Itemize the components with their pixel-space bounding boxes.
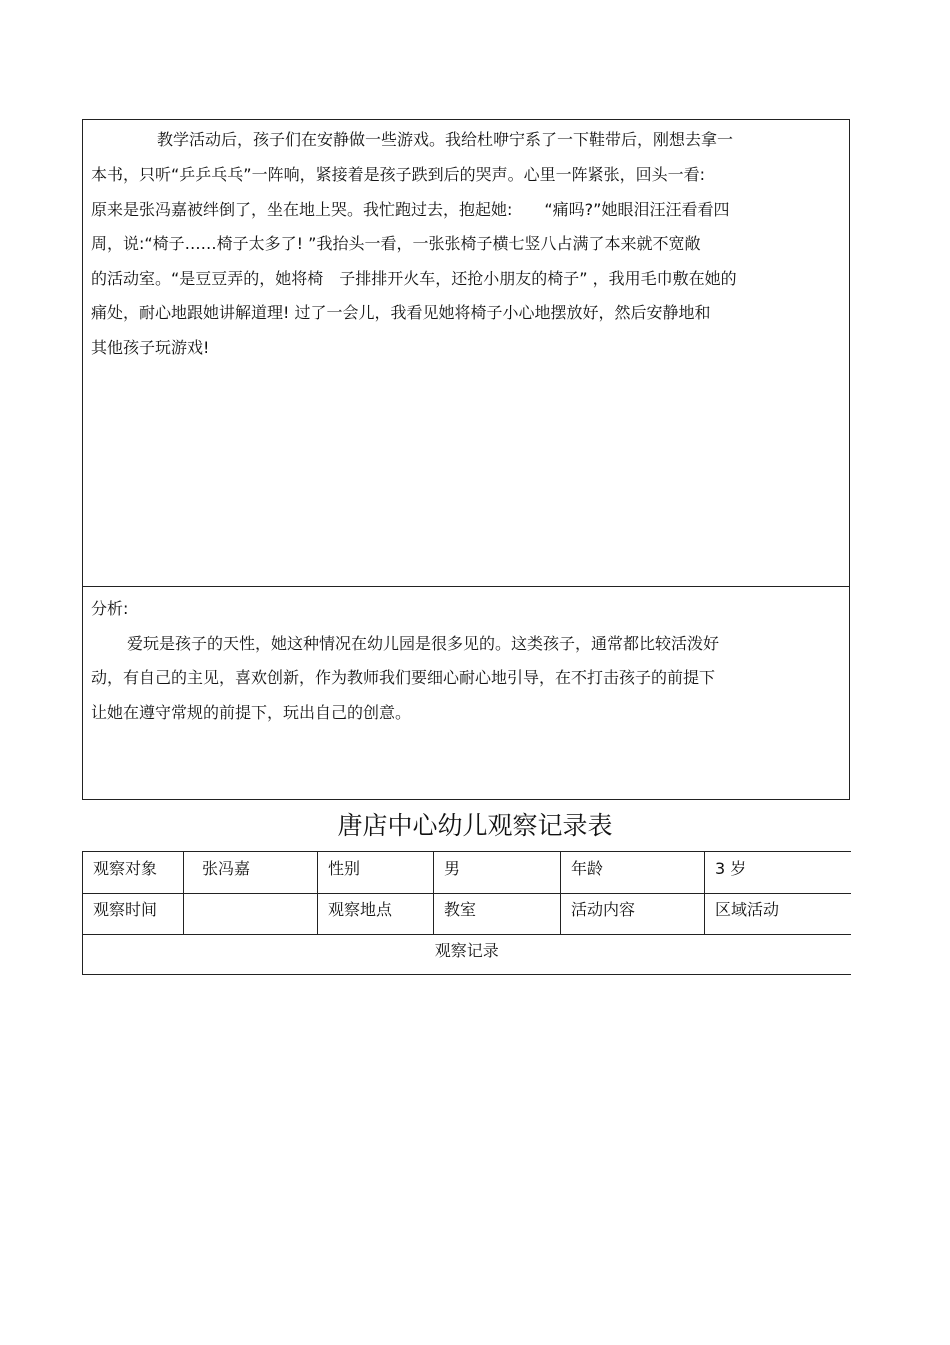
observation-record-box: [82, 119, 850, 587]
table-row: [83, 894, 851, 935]
age-label: 年龄: [561, 852, 705, 894]
table-row: [83, 935, 851, 975]
observation-form-table: [82, 851, 851, 975]
analysis-line: 动，有自己的主见，喜欢创新，作为教师我们要细心耐心地引导，在不打击孩子的前提下: [91, 668, 716, 687]
time-label: 观察时间: [83, 894, 184, 935]
age-value: 3 岁: [705, 852, 851, 894]
analysis-line: 让她在遵守常规的前提下，玩出自己的创意。: [91, 703, 412, 722]
record-line: 痛处，耐心地跟她讲解道理! 过了一会儿，我看见她将椅子小心地摆放好，然后安静地和: [91, 303, 711, 322]
analysis-box: [82, 587, 850, 800]
subject-label: 观察对象: [83, 852, 184, 894]
gender-value: 男: [434, 852, 561, 894]
form-title: 唐店中心幼儿观察记录表: [337, 811, 613, 840]
gender-label: 性别: [318, 852, 434, 894]
place-label: 观察地点: [318, 894, 434, 935]
record-line: 的活动室。“是豆豆弄的，她将椅 子排排开火车，还抢小朋友的椅子” ，我用毛巾敷在她的: [91, 269, 737, 288]
table-row: [83, 852, 851, 894]
record-label: 观察记录: [83, 935, 851, 975]
record-line: 原来是张冯嘉被绊倒了，坐在地上哭。我忙跑过去，抱起她: “痛吗?”她眼泪汪汪看看四: [91, 200, 730, 219]
record-line: 周，说:“椅子……椅子太多了! ”我抬头一看，一张张椅子横七竖八占满了本来就不宽敞: [91, 234, 701, 253]
record-line: 教学活动后，孩子们在安静做一些游戏。我给杜咿宁系了一下鞋带后，刚想去拿一: [157, 130, 734, 149]
time-value: [184, 894, 318, 935]
record-line: 其他孩子玩游戏!: [91, 338, 210, 357]
activity-value: 区域活动: [705, 894, 851, 935]
subject-value: 张冯嘉: [184, 852, 318, 894]
place-value: 教室: [434, 894, 561, 935]
record-line: 本书，只听“乒乒乓乓”一阵响，紧接着是孩子跌到后的哭声。心里一阵紧张，回头一看:: [91, 165, 705, 184]
analysis-line: 爱玩是孩子的天性，她这种情况在幼儿园是很多见的。这类孩子，通常都比较活泼好: [127, 634, 720, 653]
activity-label: 活动内容: [561, 894, 705, 935]
analysis-label: 分析:: [91, 599, 129, 618]
